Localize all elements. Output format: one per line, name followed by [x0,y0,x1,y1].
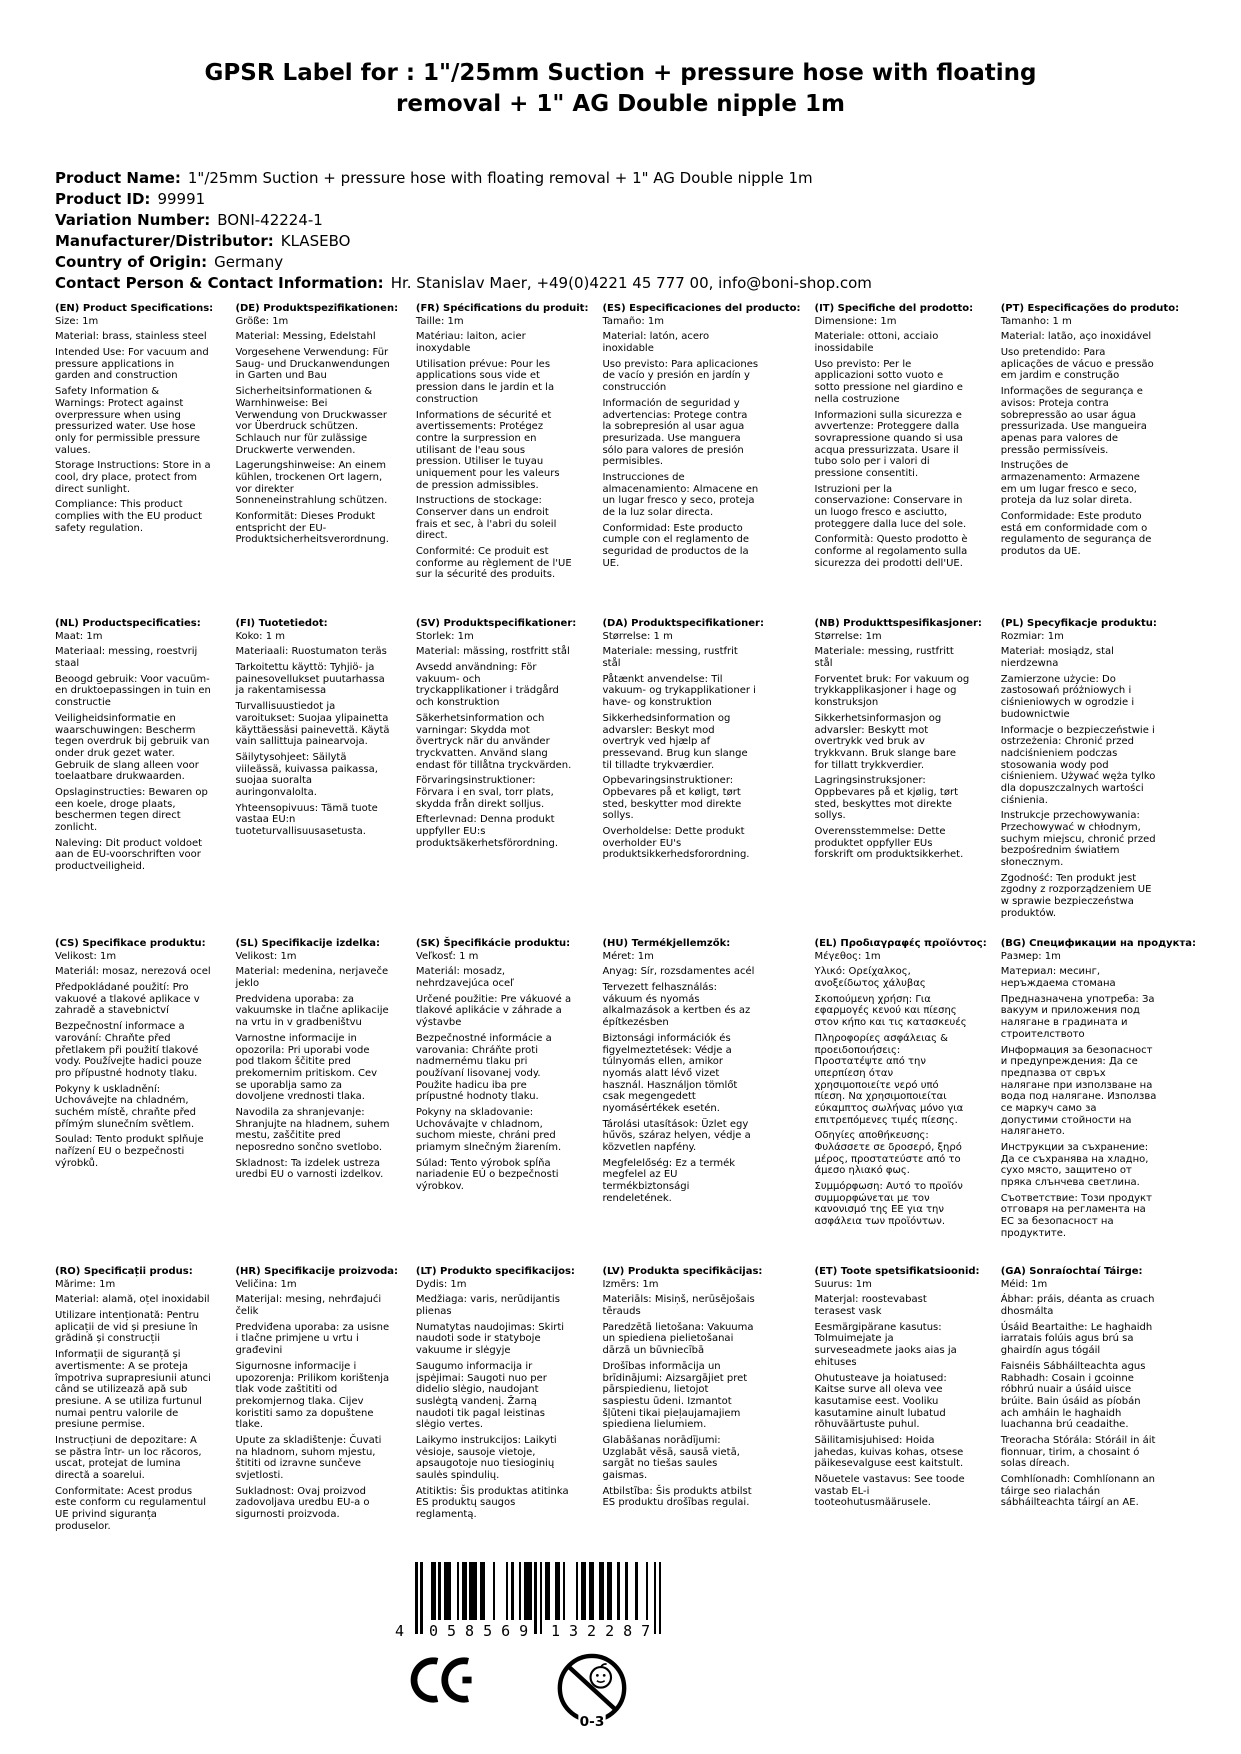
block-heading: (ET) Toote spetsifikatsioonid: [814,1266,980,1277]
block-paragraph: Drošības informācija un brīdinājumi: Aizsargājiet pret pārspiedienu, lietojot saspiestu ūdeni. Izmantot šļūteni tikai pieļaujamajiem spiediena lielumiem. [602,1360,748,1431]
block-paragraph: Istruzioni per la conservazione: Conservare in un luogo fresco e asciutto, proteggere dalla luce del sole. [814,483,967,530]
block-paragraph: Предназначена употреба: За вакуум и приложения под налягане в градината и строителството [1000,993,1155,1040]
block-paragraph: Predvidena uporaba: za vakuumske in tlačne aplikacije na vrtu in v gradbeništvu [235,993,389,1029]
block-paragraph: Informazioni sulla sicurezza e avvertenze: Proteggere dalla sovrapressione quando si usa acqua pressurizzata. Usare il tubo solo per i valori di pressione consentiti. [814,409,964,479]
blocks-grid [55,303,1196,1536]
block-paragraph: Storlek: 1m [415,630,474,642]
block-paragraph: Påtænkt anvendelse: Til vakuum- og trykapplikationer i have- og konstruktion [602,673,756,709]
block-paragraph: Lagerungshinweise: An einem kühlen, trockenen Ort lagern, vor direkter Sonneneinstrahlung schützen. [235,460,388,507]
block-paragraph: Materiaali: Ruostumaton teräs [235,646,387,658]
block-paragraph: Medžiaga: varis, nerūdijantis plienas [415,1294,560,1318]
spec-block-hu [602,938,800,1266]
block-paragraph: Veľkosť: 1 m [415,950,479,962]
block-paragraph: Informações de segurança e avisos: Proteja contra sobrepressão ao usar água pressurizada. Use mangueira apenas para valores de pressão permissíveis. [1000,386,1147,456]
barcode-bar [659,1562,662,1634]
block-paragraph: Materiale: ottoni, acciaio inossidabile [814,331,939,355]
block-paragraph: Säilitamisjuhised: Hoida jahedas, kuivas kohas, otsese päikesevalguse eest kaitstult. [814,1434,964,1470]
block-paragraph: Mărime: 1m [55,1278,116,1290]
block-heading: (SV) Produktspecifikationer: [415,618,577,629]
block-heading: (ES) Especificaciones del producto: [602,303,801,314]
block-paragraph: Comhlíonadh: Comhlíonann an táirge seo rialachán sábháilteachta táirgí an AE. [1000,1474,1155,1509]
block-paragraph: Upute za skladištenje: Čuvati na hladnom, suhom mjestu, štititi od izravne sunčeve svjetlosti. [235,1434,382,1481]
block-paragraph: Размер: 1m [1000,950,1061,962]
block-paragraph: Anyag: Sír, rozsdamentes acél [602,966,755,978]
spec-block-it [815,303,987,618]
block-paragraph: Laikymo instrukcijos: Laikyti vėsioje, sausoje vietoje, apsaugotoje nuo tiesioginių saulės spindulių. [415,1434,557,1481]
block-paragraph: Størrelse: 1m [814,630,882,642]
spec-block-et [815,1266,987,1536]
spec-block-el [815,938,987,1266]
block-paragraph: Conformitate: Acest produs este conform cu regulamentul UE privind siguranța produselor. [55,1485,206,1532]
info-label: Product Name: [55,169,181,187]
block-paragraph: Instructions de stockage: Conserver dans un endroit frais et sec, à l'abri du soleil direct. [415,495,557,542]
block-paragraph: Materiale: messing, rustfritt stål [814,646,954,670]
block-paragraph: Efterlevnad: Denna produkt uppfyller EU:s produktsäkerhetsförordning. [415,814,559,849]
block-paragraph: Opbevaringsinstruktioner: Opbevares på et køligt, tørt sted, beskytter mod direkte sollys. [602,775,742,822]
block-paragraph: Atbilstība: Šis produkts atbilst ES produktu drošības regulai. [602,1485,752,1509]
block-paragraph: Съответствие: Този продукт отговаря на регламента на ЕС за безопасност на продуктите. [1000,1192,1152,1239]
block-paragraph: Úsáid Beartaithe: Le haghaidh iarratais folúis agus brú sa ghairdín agus tógáil [1000,1321,1153,1357]
product-info-row [55,252,1201,273]
block-paragraph: Πληροφορίες ασφάλειας & προειδοποιήσεις: Προστατέψτε από την υπερπίεση όταν χρησιμοποιείτε νερό υπό πίεση. Να χρησιμοποιείται εύκαμπτος σωλήνας μόνο για επιτρεπόμενες τιμές πίεσης. [814,1032,964,1126]
block-heading: (GA) Sonraíochtaí Táirge: [1000,1266,1143,1277]
spec-block-cs [55,938,221,1266]
block-paragraph: Οδηγίες αποθήκευσης: Φυλάσσετε σε δροσερό, ξηρό μέρος, προστατεύστε από το άμεσο ηλιακό φως. [814,1130,962,1177]
block-heading: (PL) Specyfikacje produktu: [1000,618,1157,629]
block-paragraph: Safety Information & Warnings: Protect against overpressure when using pressurized water. Use hose only for permissible pressure values. [55,386,201,456]
info-label: Manufacturer/Distributor: [55,232,274,250]
block-paragraph: Velikost: 1m [55,950,117,962]
block-paragraph: Matériau: laiton, acier inoxydable [415,331,526,355]
spec-block-es [602,303,800,618]
block-paragraph: Velikost: 1m [235,950,297,962]
block-heading: (FI) Tuotetiedot: [235,618,328,629]
block-paragraph: Maat: 1m [55,630,103,642]
spec-block-fr [416,303,589,618]
product-info-row [55,231,1201,252]
block-heading: (HU) Termékjellemzők: [602,938,731,949]
block-paragraph: Material: brass, stainless steel [55,331,207,343]
block-paragraph: Instrucțiuni de depozitare: A se păstra într- un loc răcoros, uscat, protejat de lumina directă a soarelui. [55,1434,202,1481]
block-paragraph: Информация за безопасност и предупреждения: Да се предпазва от свръх налягане при използване на вода под налягане. Използва се маркуч само за допустими стойности на налягането. [1000,1044,1157,1138]
spec-block-bg [1001,938,1196,1266]
block-paragraph: Biztonsági információk és figyelmeztetések: Védje a túlnyomás ellen, amikor nyomás alatt lévő vizet használ. Használjon tömlőt csak megengedett nyomásértékek esetén. [602,1032,738,1114]
block-paragraph: Conformidade: Este produto está em conformidade com o regulamento de segurança de produtos da UE. [1000,511,1152,558]
block-paragraph: Forventet bruk: For vakuum og trykkapplikasjoner i hage og konstruksjon [814,673,970,709]
block-paragraph: Υλικό: Ορείχαλκος, ανοξείδωτος χάλυβας [814,966,926,990]
block-paragraph: Uso previsto: Para aplicaciones de vacío y presión en jardín y construcción [602,358,759,394]
block-paragraph: Zgodność: Ten produkt jest zgodny z rozporządzeniem UE w sprawie bezpieczeństwa produktów. [1000,872,1152,919]
block-heading: (NL) Productspecificaties: [55,618,201,629]
spec-block-nl [55,618,221,938]
block-heading: (SL) Specifikacije izdelka: [235,938,381,949]
block-paragraph: Atitiktis: Šis produktas atitinka ES produktų saugos reglamentą. [415,1485,569,1521]
block-paragraph: Predviđena uporaba: za usisne i tlačne primjene u vrtu i građevini [235,1321,390,1357]
age-warning-label: 0-3 [579,1714,605,1731]
block-paragraph: Určené použitie: Pre vákuové a tlakové aplikácie v záhrade a výstavbe [415,993,572,1029]
block-paragraph: Bezpečnostní informace a varování: Chraňte před přetlakem při použití tlakové vody. Používejte hadici pouze pro přípustné hodnoty tlaku. [55,1021,202,1079]
spec-block-lt [416,1266,589,1536]
block-paragraph: Veličina: 1m [235,1278,297,1290]
block-paragraph: Dimensione: 1m [814,315,897,327]
block-paragraph: Conformité: Ce produit est conforme au règlement de l'UE sur la sécurité des produits. [415,546,572,581]
block-paragraph: Uso pretendido: Para aplicações de vácuo e pressão em jardim e construção [1000,347,1154,382]
block-heading: (RO) Specificații produs: [55,1266,193,1277]
block-paragraph: Compliance: This product complies with the EU product safety regulation. [55,499,203,534]
product-info-row [55,273,1201,294]
block-paragraph: Instruções de armazenamento: Armazene em um lugar fresco e seco, proteja da luz solar direta. [1000,460,1140,507]
block-paragraph: Pokyny na skladovanie: Uchovávajte v chladnom, suchom mieste, chráni pred priamym slnečným žiarením. [415,1106,562,1153]
ce-mark-icon [401,1654,473,1710]
product-info-row [55,168,1201,189]
spec-block-hr [235,1266,401,1536]
spec-block-nb [815,618,987,938]
block-paragraph: Conformidad: Este producto cumple con el reglamento de seguridad de productos de la UE. [602,522,749,569]
block-paragraph: Størrelse: 1 m [602,630,673,642]
block-paragraph: Saugumo informacija ir įspėjimai: Saugoti nuo per didelio slėgio, naudojant suslėgtą vandenį. Žarną naudoti tik pagal leistinas slėgio vertes. [415,1360,547,1431]
block-heading: (BG) Спецификации на продукта: [1000,938,1196,949]
block-paragraph: Soulad: Tento produkt splňuje nařízení EU o bezpečnosti výrobků. [55,1134,204,1169]
spec-block-fi [235,618,401,938]
block-paragraph: Avsedd användning: För vakuum- och tryckapplikationer i trädgård och konstruktion [415,662,559,709]
spec-block-ga [1001,1266,1196,1536]
block-paragraph: Material: Messing, Edelstahl [235,331,376,343]
block-paragraph: Materiāls: Misiņš, nerūsējošais tērauds [602,1294,755,1318]
block-paragraph: Sukladnost: Ovaj proizvod zadovoljava uredbu EU-a o sigurnosti proizvoda. [235,1485,370,1521]
barcode [393,1562,693,1642]
block-paragraph: Varnostne informacije in opozorila: Pri uporabi vode pod tlakom ščitite pred prekomernim pritiskom. Cev se uporablja samo za dovoljene vrednosti tlaka. [235,1032,378,1103]
block-paragraph: Instrukcje przechowywania: Przechowywać w chłodnym, suchym miejscu, chronić przed bezpośrednim światłem słonecznym. [1000,810,1156,869]
block-heading: (EL) Προδιαγραφές προϊόντος: [814,938,987,949]
block-paragraph: Utilisation prévue: Pour les applications sous vide et pression dans le jardin et la construction [415,358,555,405]
block-paragraph: Materiál: mosaz, nerezová ocel [55,966,211,978]
block-paragraph: Tarkoitettu käyttö: Tyhjiö- ja painesovellukset puutarhassa ja rakentamisessa [235,662,385,697]
block-heading: (HR) Specifikacije proizvoda: [235,1266,398,1277]
baby-face-icon [591,1667,611,1687]
block-paragraph: Rozmiar: 1m [1000,630,1064,642]
block-paragraph: Instrucciones de almacenamiento: Almacene en un lugar fresco y seco, proteja de la luz solar directa. [602,471,759,518]
block-paragraph: Overensstemmelse: Dette produktet oppfyller EUs forskrift om produktsikkerhet. [814,826,964,861]
block-paragraph: Numatytas naudojimas: Skirti naudoti sode ir statyboje vakuume ir slėgyje [415,1321,565,1357]
block-paragraph: Informații de siguranță și avertismente: A se proteja împotriva suprapresiunii atunci când se utilizează apă sub presiune. A se utiliza furtunul numai pentru valorile de presiune permise. [55,1349,211,1431]
block-paragraph: Informations de sécurité et avertissements: Protégez contre la surpression en utilisant de l'eau sous pression. Utiliser le tuyau uniquement pour les valeurs de pression admissibles. [415,409,560,491]
block-paragraph: Tamaño: 1m [602,315,665,327]
block-paragraph: Material: alamă, oțel inoxidabil [55,1294,210,1306]
block-paragraph: Koko: 1 m [235,630,285,642]
block-paragraph: Overholdelse: Dette produkt overholder EU's produktsikkerhedsforordning. [602,826,750,861]
block-paragraph: Größe: 1m [235,315,289,327]
block-paragraph: Материал: месинг, неръждаема стомана [1000,966,1116,990]
barcode-lead-digit: 4 [395,1622,405,1640]
block-paragraph: Material: latón, acero inoxidable [602,331,710,355]
block-paragraph: Utilizare intenționată: Pentru aplicații de vid și presiune în grădină și construcții [55,1310,200,1345]
block-paragraph: Säilytysohjeet: Säilytä viileässä, kuivassa paikassa, suojaa suoralta auringonvalolta. [235,751,378,798]
block-paragraph: Storage Instructions: Store in a cool, dry place, protect from direct sunlight. [55,460,211,495]
block-paragraph: Intended Use: For vacuum and pressure applications in garden and construction [55,347,209,382]
block-paragraph: Lagringsinstruksjoner: Oppbevares på et kjølig, tørt sted, beskyttes mot direkte sollys. [814,775,958,822]
block-heading: (LV) Produkta specifikācijas: [602,1266,763,1277]
block-paragraph: Material: latão, aço inoxidável [1000,331,1152,343]
product-info-row [55,210,1201,231]
block-paragraph: Materjal: roostevabast terasest vask [814,1294,927,1318]
block-paragraph: Material: mässing, rostfritt stål [415,646,570,658]
spec-block-pl [1001,618,1196,938]
block-paragraph: Treoracha Stórála: Stóráil in áit fionnuar, tirim, a chosaint ó solas díreach. [1000,1434,1156,1470]
block-paragraph: Méid: 1m [1000,1278,1048,1290]
block-paragraph: Faisnéis Sábháilteachta agus Rabhadh: Cosain i gcoinne róbhrú nuair a úsáid uisce brúite. Bain úsáid as píobán ach amháin le haghaidh luachanna brú ceadaithe. [1000,1360,1146,1431]
block-paragraph: Navodila za shranjevanje: Shranjujte na hladnem, suhem mestu, zaščitite pred neposredno sončno svetlobo. [235,1106,390,1153]
spec-block-pt [1001,303,1196,618]
block-paragraph: Förvaringsinstruktioner: Förvara i en sval, torr plats, skydda från direkt solljus. [415,775,554,810]
block-paragraph: Glabāšanas norādījumi: Uzglabāt vēsā, sausā vietā, sargāt no tiešas saules gaismas. [602,1434,740,1481]
block-paragraph: Megfelelőség: Ez a termék megfelel az EU termékbiztonsági rendeletének. [602,1157,736,1204]
block-paragraph: Taille: 1m [415,315,464,327]
block-paragraph: Opslaginstructies: Bewaren op een koele, droge plaats, beschermen tegen direct zonlicht. [55,786,208,833]
product-info-row [55,189,1201,210]
block-heading: (SK) Špecifikácie produktu: [415,938,571,949]
block-paragraph: Tervezett felhasználás: vákuum és nyomás alkalmazások a kertben és az építkezésben [602,982,751,1029]
block-paragraph: Předpokládané použití: Pro vakuové a tlakové aplikace v zahradě a stavebnictví [55,982,200,1017]
info-value: BONI-42224-1 [217,211,323,229]
spec-block-en [55,303,221,618]
spec-block-lv [602,1266,800,1536]
block-heading: (DA) Produktspecifikationer: [602,618,764,629]
block-paragraph: Materiale: messing, rustfrit stål [602,646,738,670]
block-paragraph: Ohutusteave ja hoiatused: Kaitse surve all oleva vee kasutamise eest. Vooliku kasutamine ainult lubatud rõhuväärtuste puhul. [814,1372,947,1431]
block-heading: (DE) Produktspezifikationen: [235,303,399,314]
block-paragraph: Veiligheidsinformatie en waarschuwingen: Bescherm tegen overdruk bij gebruik van onder druk gezet water. Gebruik de slang alleen voor toelaatbare drukwaarden. [55,712,210,783]
block-paragraph: Συμμόρφωση: Αυτό το προϊόν συμμορφώνεται με τον κανονισμό της ΕΕ για την ασφάλεια των προϊόντων. [814,1181,963,1228]
block-heading: (CS) Specifikace produktu: [55,938,206,949]
block-paragraph: Beoogd gebruik: Voor vacuüm- en druktoepassingen in tuin en constructie [55,673,211,709]
block-heading: (NB) Produkttspesifikasjoner: [814,618,982,629]
info-value: Germany [214,253,284,271]
block-paragraph: Información de seguridad y advertencias: Protege contra la sobrepresión al usar agua presurizada. Use manguera sólo para valores de presión permisibles. [602,397,748,468]
spec-block-sl [235,938,401,1266]
block-paragraph: Säkerhetsinformation och varningar: Skydda mot övertryck när du använder tryckvatten. Använd slang endast för tillåtna tryckvärden. [415,712,572,771]
block-paragraph: Eesmärgipärane kasutus: Tolmuimejate ja surveseadmete jaoks aias ja ehituses [814,1321,957,1368]
block-heading: (PT) Especificações do produto: [1000,303,1180,314]
block-paragraph: Skladnost: Ta izdelek ustreza uredbi EU o varnosti izdelkov. [235,1157,384,1181]
age-warning-icon [553,1645,631,1741]
barcode-right-digits: 132287 [551,1622,660,1640]
block-paragraph: Sicherheitsinformationen & Warnhinweise: Bei Verwendung von Druckwasser vor Überdruck schützen. Schlauch nur für zulässige Druckwerte verwenden. [235,386,387,456]
page-title: GPSR Label for : 1"/25mm Suction + pressure hose with floating removal + 1" AG Double nipple 1m [204,60,1037,118]
block-paragraph: Suurus: 1m [814,1278,872,1290]
block-paragraph: Dydis: 1m [415,1278,467,1290]
block-paragraph: Ábhar: práis, déanta as cruach dhosmálta [1000,1294,1155,1318]
block-paragraph: Size: 1m [55,315,99,327]
spec-block-sv [416,618,589,938]
block-paragraph: Bezpečnostné informácie a varovania: Chráňte proti nadmernému tlaku pri používaní lisovanej vody. Použite hadicu iba pre prípustné hodnoty tlaku. [415,1032,552,1103]
block-paragraph: Pokyny k uskladnění: Uchovávejte na chladném, suchém místě, chraňte před přímým slunečním světlem. [55,1083,197,1130]
block-paragraph: Μέγεθος: 1m [814,950,881,962]
info-value: Hr. Stanislav Maer, +49(0)4221 45 777 00, info@boni-shop.com [390,274,872,292]
block-heading: (EN) Product Specifications: [55,303,214,314]
info-value: KLASEBO [280,232,351,250]
info-label: Country of Origin: [55,253,208,271]
spec-block-da [602,618,800,938]
block-paragraph: Materiál: mosadz, nehrdzavejúca oceľ [415,966,514,990]
spec-block-de [235,303,401,618]
block-paragraph: Tárolási utasítások: Üzlet egy hűvös, száraz helyen, védje a közvetlen napfény. [602,1118,751,1153]
block-paragraph: Conformità: Questo prodotto è conforme al regolamento sulla sicurezza dei prodotti dell'UE. [814,534,968,569]
block-paragraph: Zamierzone użycie: Do zastosowań próżniowych i ciśnieniowych w ogrodzie i budownictwie [1000,673,1135,720]
spec-block-ro [55,1266,221,1536]
block-paragraph: Σκοπούμενη χρήση: Για εφαρμογές κενού και πίεσης στον κήπο και τις κατασκευές [814,993,967,1029]
block-paragraph: Materijal: mesing, nehrđajući čelik [235,1294,382,1318]
block-paragraph: Uso previsto: Per le applicazioni sotto vuoto e sotto pressione nel giardino e nella costruzione [814,358,963,405]
info-value: 1"/25mm Suction + pressure hose with floating removal + 1" AG Double nipple 1m [187,169,813,187]
block-paragraph: Sigurnosne informacije i upozorenja: Prilikom korištenja tlak vode zaštititi od prekomjernog tlaka. Cijev koristiti samo za dopuštene tlake. [235,1360,390,1431]
block-heading: (FR) Spécifications du produit: [415,303,589,314]
block-paragraph: Paredzētā lietošana: Vakuuma un spiediena pielietošanai dārzā un būvniecībā [602,1321,754,1357]
info-label: Variation Number: [55,211,211,229]
block-heading: (IT) Specifiche del prodotto: [814,303,974,314]
info-value: 99991 [157,190,206,208]
spec-block-sk [416,938,589,1266]
info-label: Contact Person & Contact Information: [55,274,384,292]
block-paragraph: Sikkerhetsinformasjon og advarsler: Beskytt mot overtrykk ved bruk av trykkvann. Bruk slange bare for tillatt trykkverdier. [814,712,957,771]
info-label: Product ID: [55,190,151,208]
block-paragraph: Méret: 1m [602,950,654,962]
block-paragraph: Tamanho: 1 m [1000,315,1072,327]
block-paragraph: Informacje o bezpieczeństwie i ostrzeżenia: Chronić przed nadciśnieniem podczas stosowania wody pod ciśnieniem. Używać węża tylko dla dopuszczalnych wartości ciśnienia. [1000,724,1156,806]
block-paragraph: Súlad: Tento výrobok spĺňa nariadenie EÚ o bezpečnosti výrobkov. [415,1157,559,1193]
block-paragraph: Vorgesehene Verwendung: Für Saug- und Druckanwendungen in Garten und Bau [235,347,390,382]
product-info [55,168,1201,294]
block-heading: (LT) Produkto specifikacijos: [415,1266,575,1277]
block-paragraph: Инструкции за съхранение: Да се съхранява на хладно, сухо място, защитено от пряка слънчева светлина. [1000,1142,1149,1189]
block-paragraph: Materiał: mosiądz, stal nierdzewna [1000,646,1114,670]
block-paragraph: Yhteensopivuus: Tämä tuote vastaa EU:n tuoteturvallisuusasetusta. [235,802,378,837]
block-paragraph: Naleving: Dit product voldoet aan de EU-voorschriften voor productveiligheid. [55,837,203,873]
block-paragraph: Turvallisuustiedot ja varoitukset: Suojaa ylipainetta käyttäessäsi painevettä. Käytä vain sallittuja painearvoja. [235,701,390,748]
barcode-left-digits: 058569 [429,1622,538,1640]
block-paragraph: Sikkerhedsinformation og advarsler: Beskyt mod overtryk ved hjælp af pressevand. Brug kun slange til tilladte trykværdier. [602,712,748,771]
block-paragraph: Izmērs: 1m [602,1278,659,1290]
block-paragraph: Material: medenina, nerjaveče jeklo [235,966,389,990]
block-paragraph: Nõuetele vastavus: See toode vastab EL-i tooteohutusmäärusele. [814,1474,965,1509]
block-paragraph: Konformität: Dieses Produkt entspricht der EU-Produktsicherheitsverordnung. [235,511,389,546]
block-paragraph: Materiaal: messing, roestvrij staal [55,646,198,670]
